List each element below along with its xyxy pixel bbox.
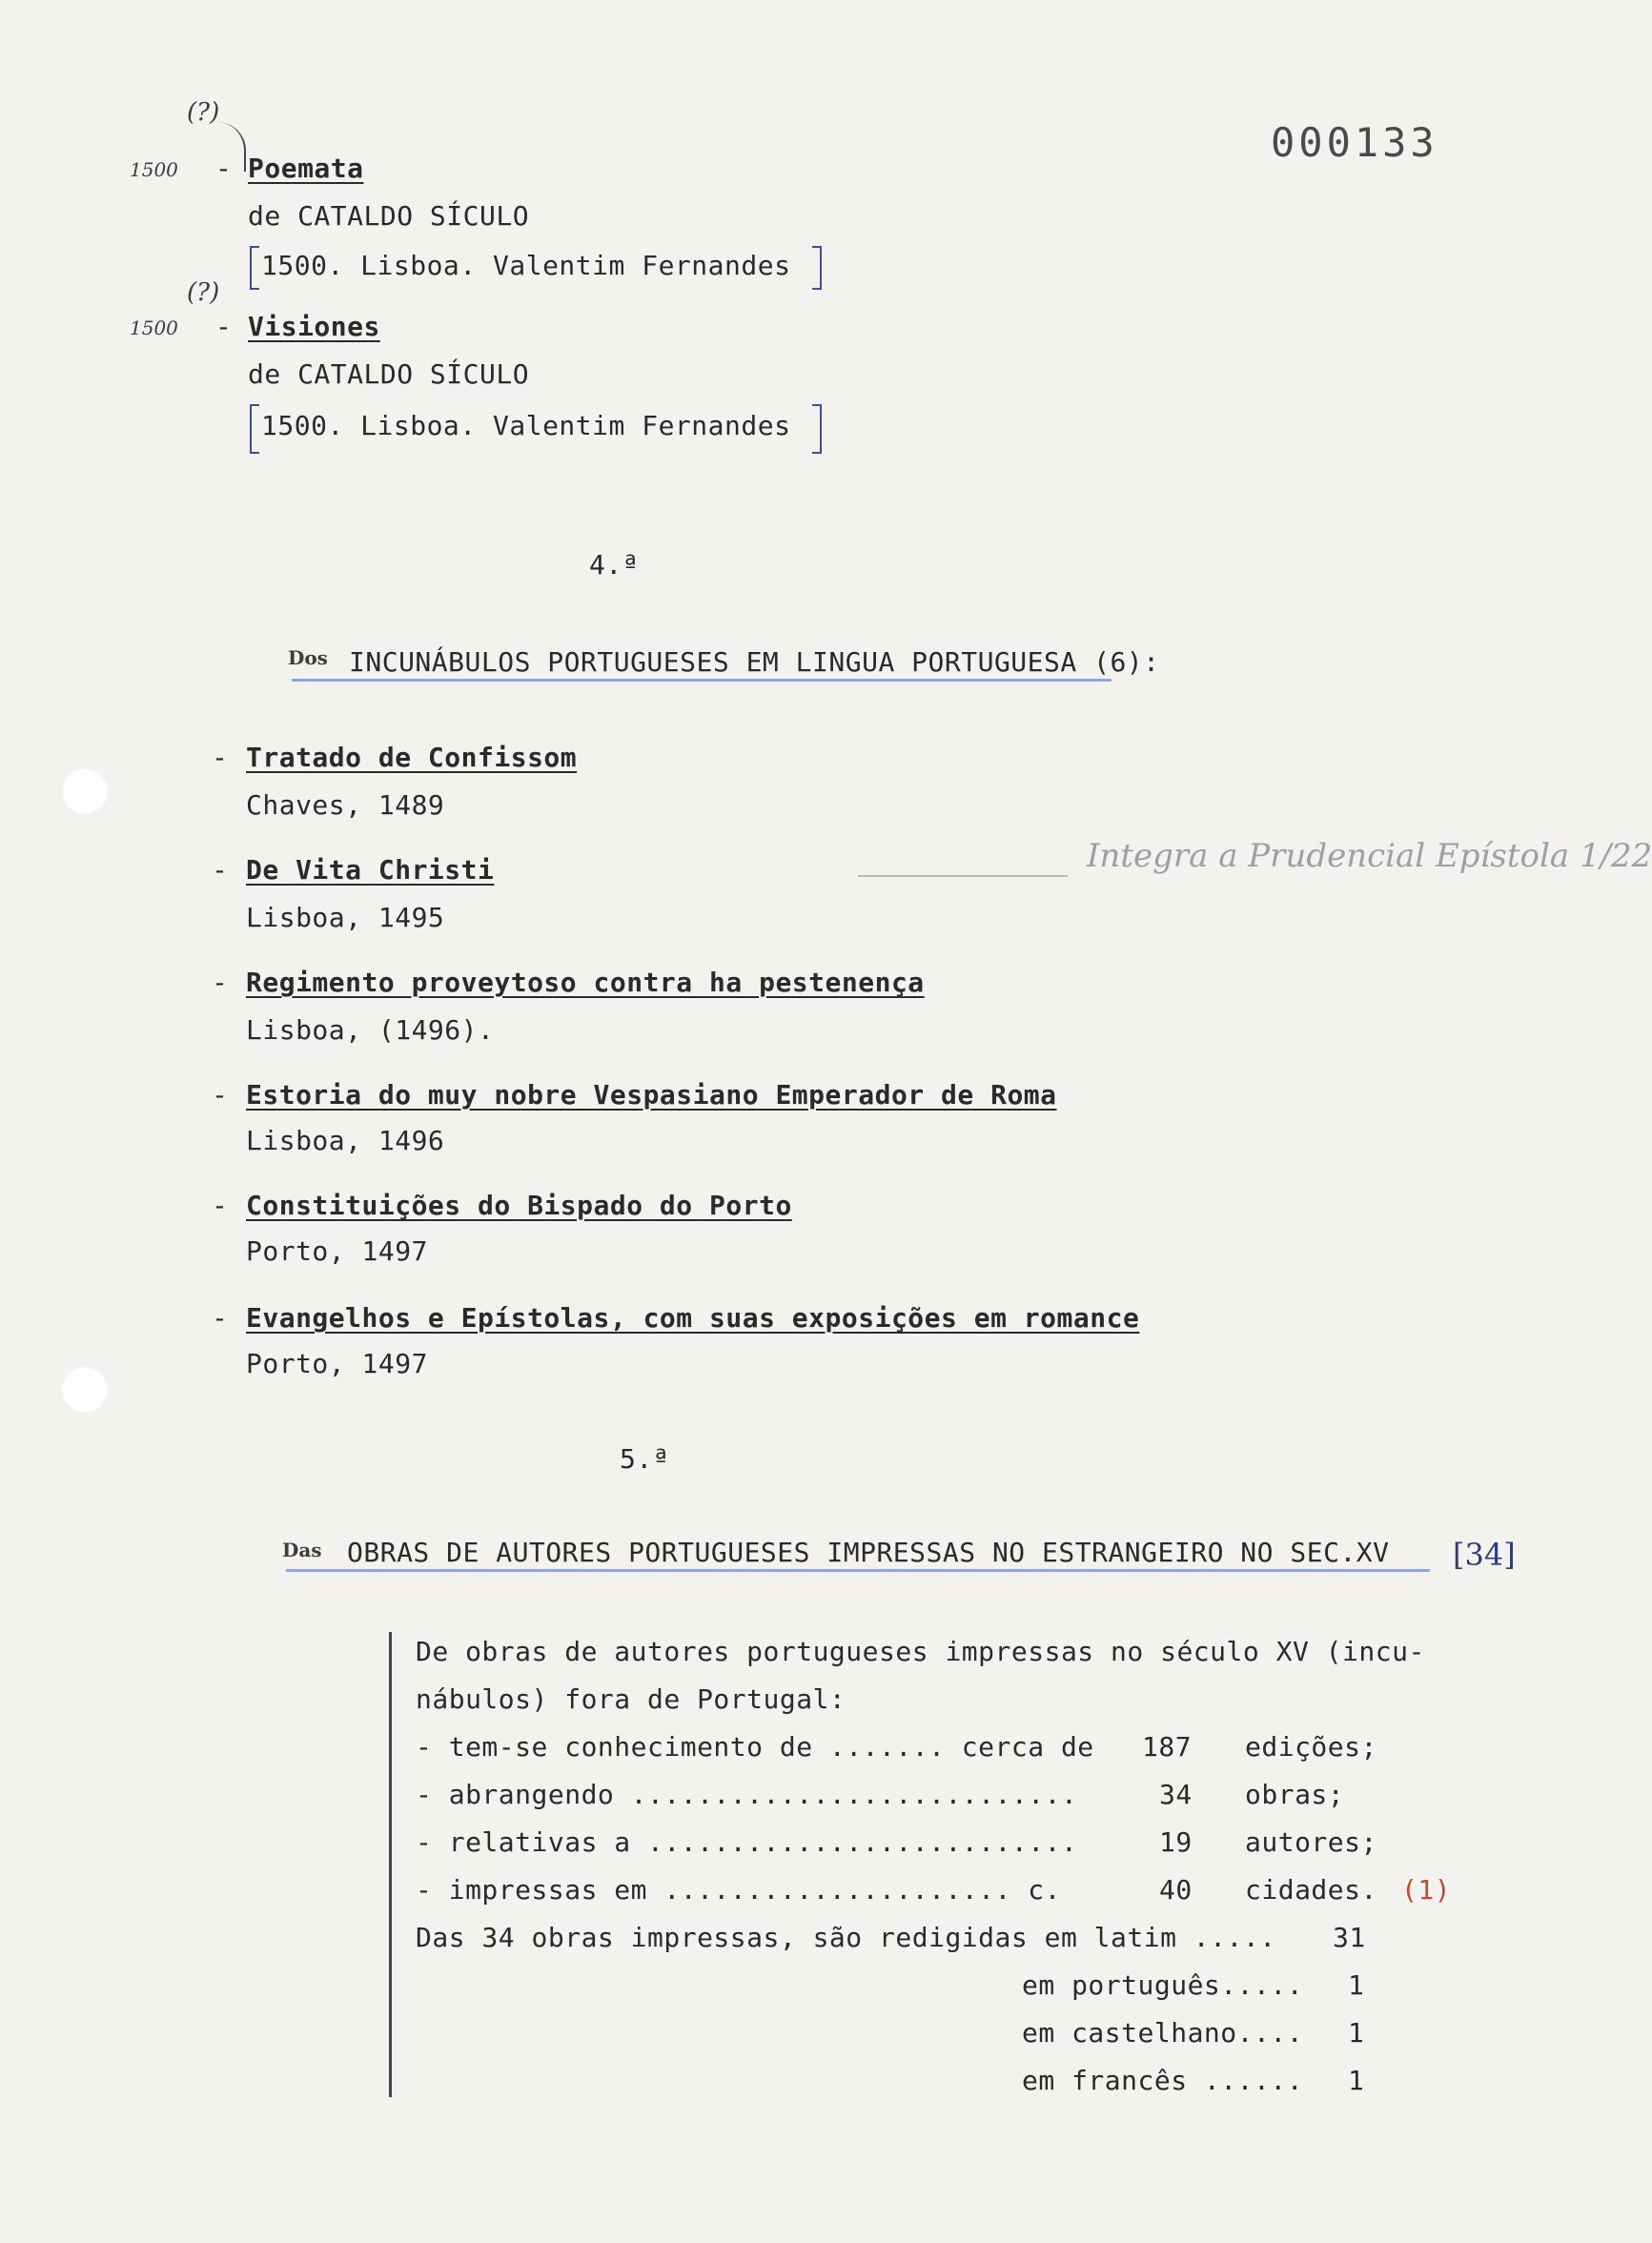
s4-place-6: Porto, 1497 [246,1348,428,1379]
section-5-prefix: Das [282,1539,322,1561]
s5-stat-label-3: - relativas a .......................... [416,1826,1078,1858]
imprint-bracket-open-2 [250,404,259,454]
s4-place-4: Lisboa, 1496 [246,1125,445,1156]
margin-year-2: 1500 [130,316,178,339]
section-5-number: 5.ª [620,1443,670,1475]
entry-author-1: de CATALDO SÍCULO [248,200,530,232]
s5-intro-line-1: De obras de autores portugueses impressas no século XV (incu- [416,1636,1425,1667]
s4-place-2: Lisboa, 1495 [246,902,445,933]
section-5-heading-underline [286,1569,1430,1572]
s4-dash-6: - [212,1302,229,1334]
s5-lang-label-1: em português..... [1022,1969,1304,2001]
section-5-edition-note: [34] [1453,1537,1516,1573]
entry-dash-1: - [215,153,233,184]
s4-place-5: Porto, 1497 [246,1235,428,1267]
s5-stat-label-1: - tem-se conhecimento de ....... cerca de [416,1731,1094,1763]
s4-title-2: De Vita Christi [246,854,495,886]
imprint-bracket-close-1 [812,246,822,290]
s5-stat-value-4: 40 [1159,1874,1193,1906]
s4-title-1: Tratado de Confissom [246,742,578,773]
s5-lang-latin-value: 31 [1333,1922,1366,1953]
archive-number: 000133 [1271,119,1438,166]
section-4-heading: INCUNÁBULOS PORTUGUESES EM LINGUA PORTUGUESA (6): [349,646,1160,678]
s4-dash-4: - [212,1079,229,1111]
s5-stat-value-2: 34 [1159,1779,1193,1810]
s4-dash-2: - [212,854,229,886]
s4-dash-3: - [212,967,229,998]
section-4-prefix: Dos [288,646,328,669]
s5-stat-unit-3: autores; [1245,1826,1377,1858]
s4-title-5: Constituições do Bispado do Porto [246,1190,792,1221]
s4-dash-5: - [212,1190,229,1221]
s4-place-3: Lisboa, (1496). [246,1014,495,1046]
s5-lang-value-1: 1 [1348,1969,1365,2001]
imprint-bracket-close-2 [812,404,822,454]
punch-hole-top [61,767,109,815]
entry-imprint-1: 1500. Lisboa. Valentim Fernandes [261,250,791,281]
margin-question-2: (?) [187,278,220,307]
s4-dash-1: - [212,742,229,773]
entry-imprint-2: 1500. Lisboa. Valentim Fernandes [261,410,791,441]
s5-stat-unit-4: cidades. [1245,1874,1377,1906]
entry-title-visiones: Visiones [248,311,380,342]
s5-languages-intro: Das 34 obras impressas, são redigidas em latim ..... [416,1922,1276,1953]
s5-stat-label-4: - impressas em ..................... c. [416,1874,1061,1906]
block-vertical-rule [389,1632,392,2097]
margin-question-1: (?) [187,98,220,127]
s5-stat-label-2: - abrangendo ........................... [416,1779,1078,1810]
s5-stat-value-1: 187 [1142,1731,1193,1763]
pencil-note: Integra a Prudencial Epístola 1/22 [1087,837,1652,875]
entry-title-poemata: Poemata [248,153,364,184]
imprint-bracket-open-1 [250,246,259,290]
footnote-marker-1: (1) [1401,1874,1452,1906]
punch-hole-bottom [61,1366,109,1414]
s4-title-3: Regimento proveytoso contra ha pestenença [246,967,925,998]
s4-place-1: Chaves, 1489 [246,789,445,821]
pencil-leader-line [858,875,1068,877]
section-4-heading-underline [292,679,1112,682]
s4-title-4: Estoria do muy nobre Vespasiano Emperador de Roma [246,1079,1057,1111]
s5-lang-label-2: em castelhano.... [1022,2017,1304,2049]
s5-lang-value-3: 1 [1348,2065,1365,2096]
section-4-number: 4.ª [589,549,640,581]
s5-intro-line-2: nábulos) fora de Portugal: [416,1683,846,1715]
s5-stat-unit-1: edições; [1245,1731,1377,1763]
entry-author-2: de CATALDO SÍCULO [248,358,530,390]
s5-lang-label-3: em francês ...... [1022,2065,1304,2096]
s5-lang-value-2: 1 [1348,2017,1365,2049]
entry-dash-2: - [215,311,233,342]
section-5-heading: OBRAS DE AUTORES PORTUGUESES IMPRESSAS NO ESTRANGEIRO NO SEC.XV [347,1537,1390,1568]
s4-title-6: Evangelhos e Epístolas, com suas exposições em romance [246,1302,1140,1334]
s5-stat-unit-2: obras; [1245,1779,1345,1810]
s5-stat-value-3: 19 [1159,1826,1193,1858]
margin-year-1: 1500 [130,158,178,181]
